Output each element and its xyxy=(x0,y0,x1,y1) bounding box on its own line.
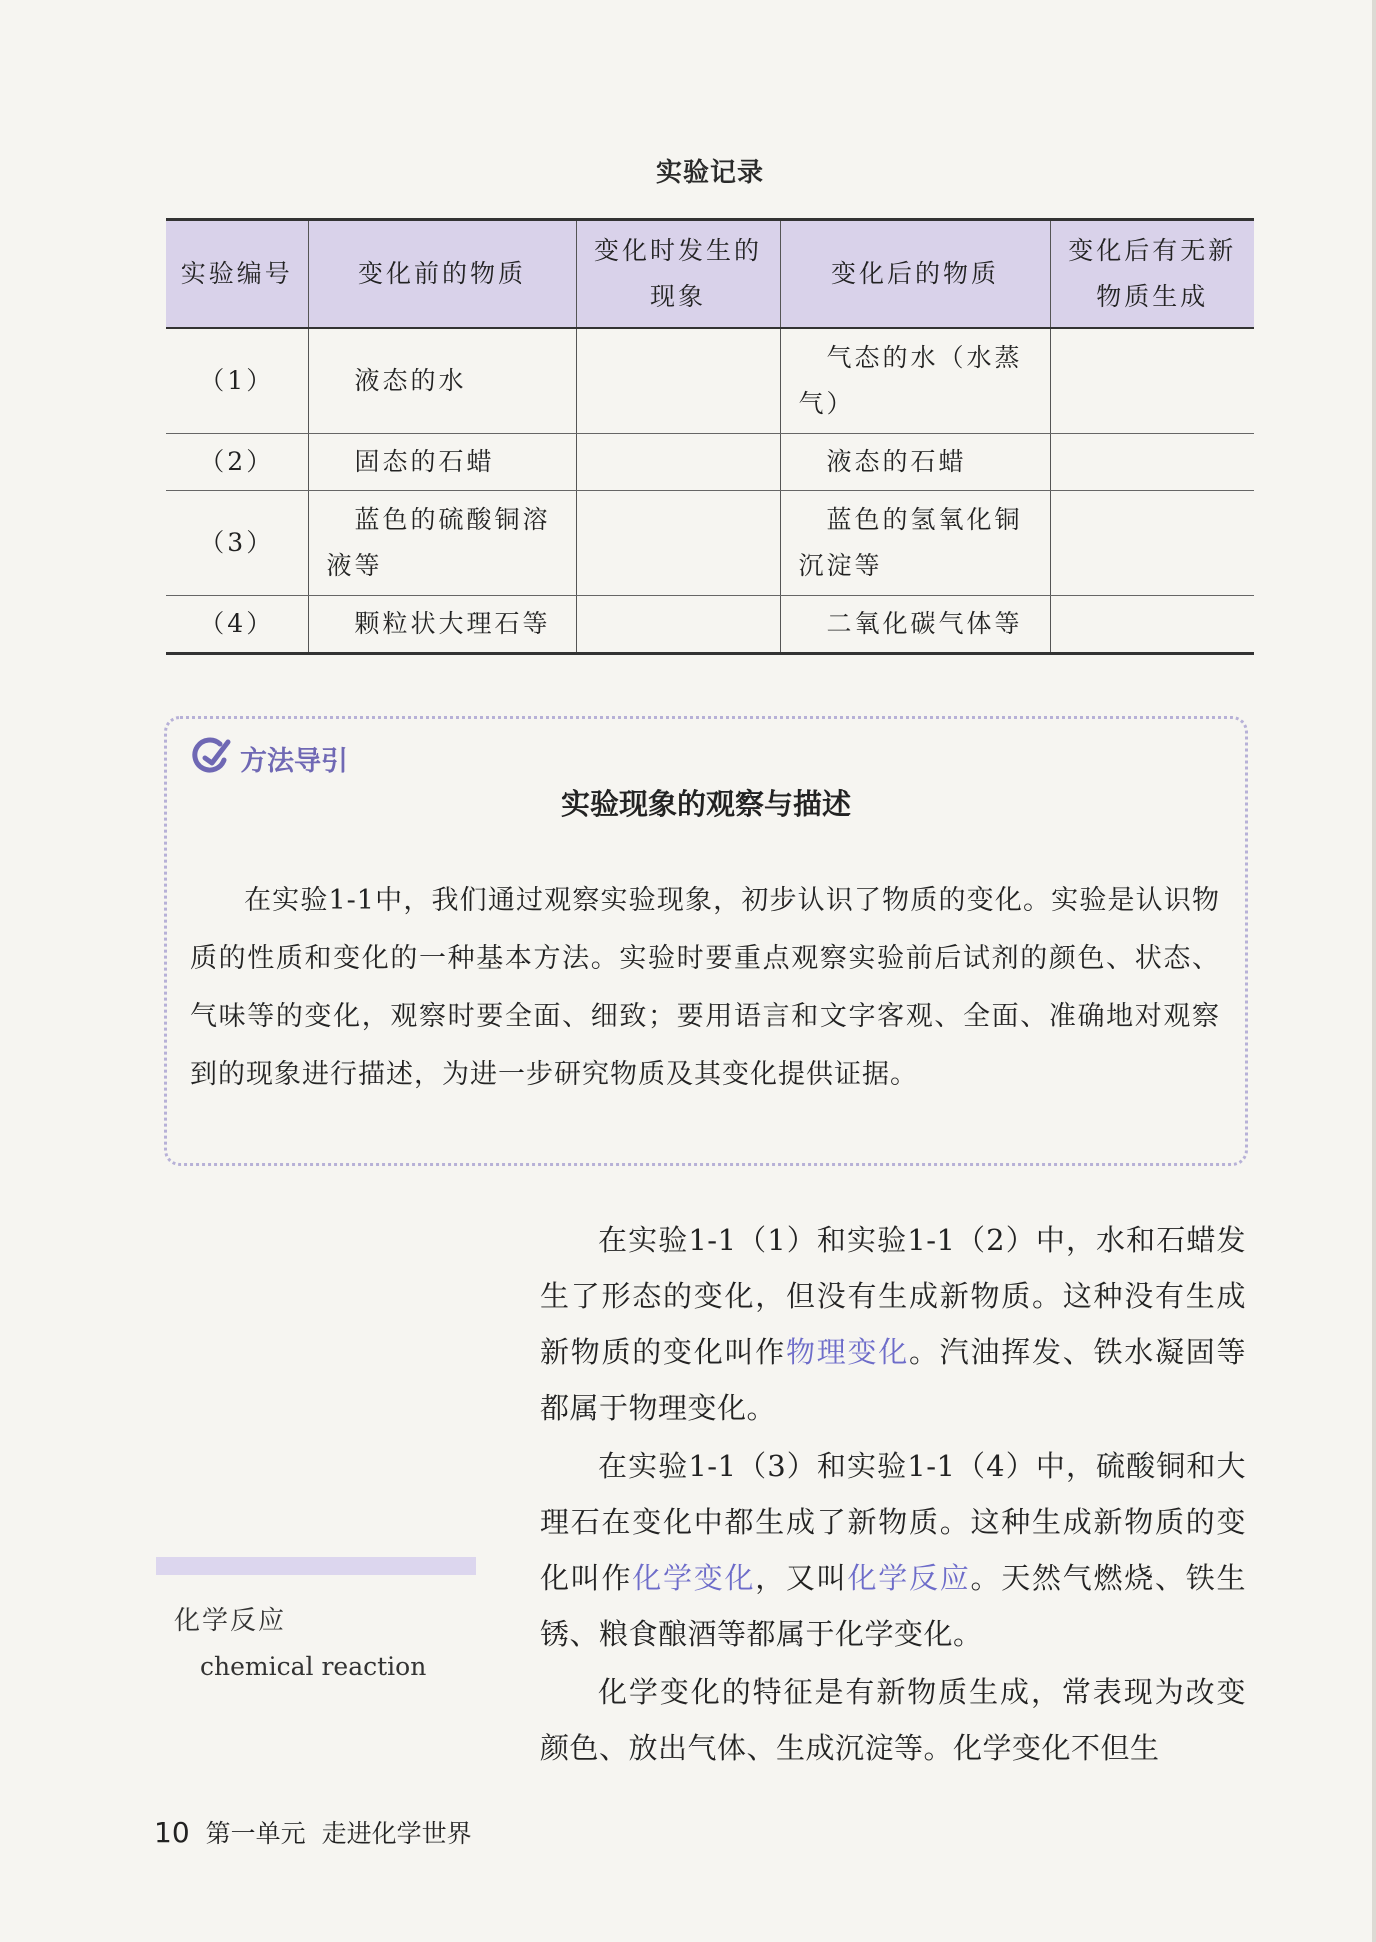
cell-phenomenon xyxy=(576,434,780,491)
cell-after-text: 蓝色的氢氧化铜沉淀等 xyxy=(798,505,1023,580)
method-paragraph: 在实验1-1中，我们通过观察实验现象，初步认识了物质的变化。实验是认识物质的性质和变化的一种基本方法。实验时要重点观察实验前后试剂的颜色、状态、气味等的变化，观察时要全面、细致；要用语言和文字客观、全面、准确地对观察到的现象进行描述，为进一步研究物质及其变化提供证据。 xyxy=(190,885,1220,1090)
unit-title: 走进化学世界 xyxy=(321,1819,472,1848)
header-experiment-no: 实验编号 xyxy=(166,220,308,329)
cell-new-substance xyxy=(1050,491,1254,596)
cell-no: （1） xyxy=(166,328,308,434)
cell-before-text: 液态的水 xyxy=(354,366,467,395)
paragraph-chemical-change xyxy=(540,1438,1246,1662)
sidenote-bar xyxy=(156,1557,476,1575)
header-before: 变化前的物质 xyxy=(308,220,576,329)
page-edge xyxy=(1372,0,1376,1942)
text: 。汽油挥发、铁水凝固等都属于物理变化。 xyxy=(540,1335,1246,1425)
cell-before-text: 颗粒状大理石等 xyxy=(354,609,551,638)
cell-new-substance xyxy=(1050,434,1254,491)
header-phenomenon: 变化时发生的现象 xyxy=(576,220,780,329)
text: 。天然气燃烧、铁生锈、粮食酿酒等都属于化学变化。 xyxy=(540,1561,1246,1651)
term-chemical-reaction: 化学反应 xyxy=(847,1561,971,1595)
cell-no: （2） xyxy=(166,434,308,491)
text: 在实验1-1（3）和实验1-1（4）中，硫酸铜和大理石在变化中都生成了新物质。这种生成新物质的变化叫作 xyxy=(540,1449,1246,1595)
cell-phenomenon xyxy=(576,328,780,434)
cell-after-text: 二氧化碳气体等 xyxy=(826,609,1023,638)
cell-new-substance xyxy=(1050,328,1254,434)
cell-before xyxy=(308,596,576,654)
cell-no: （4） xyxy=(166,596,308,654)
cell-after xyxy=(780,491,1050,596)
main-text xyxy=(540,1212,1246,1778)
method-body xyxy=(190,872,1220,1104)
table-header-row xyxy=(166,220,1254,329)
table-row xyxy=(166,491,1254,596)
term-chemical-change: 化学变化 xyxy=(632,1561,756,1595)
cell-before xyxy=(308,434,576,491)
page-footer xyxy=(154,1814,472,1850)
sidenote-term-cn: 化学反应 xyxy=(174,1606,287,1636)
cell-after xyxy=(780,596,1050,654)
method-tag xyxy=(190,736,348,780)
cell-after-text: 气态的水（水蒸气） xyxy=(798,343,1023,418)
record-table xyxy=(166,218,1254,655)
table-row xyxy=(166,328,1254,434)
text: ，又叫 xyxy=(755,1561,848,1595)
table-row xyxy=(166,434,1254,491)
method-guide-icon xyxy=(190,736,234,780)
table-row xyxy=(166,596,1254,654)
cell-phenomenon xyxy=(576,491,780,596)
text: 在实验1-1（1）和实验1-1（2）中，水和石蜡发生了形态的变化，但没有生成新物质。这种没有生成新物质的变化叫作 xyxy=(540,1223,1246,1369)
unit-label: 第一单元 xyxy=(205,1819,306,1848)
header-after: 变化后的物质 xyxy=(780,220,1050,329)
cell-before xyxy=(308,328,576,434)
cell-after-text: 液态的石蜡 xyxy=(826,447,967,476)
cell-after xyxy=(780,434,1050,491)
cell-before-text: 固态的石蜡 xyxy=(354,447,495,476)
sidenote-term-en: chemical reaction xyxy=(200,1652,427,1681)
cell-phenomenon xyxy=(576,596,780,654)
page-number: 10 xyxy=(154,1816,190,1849)
term-physical-change: 物理变化 xyxy=(785,1335,909,1369)
cell-new-substance xyxy=(1050,596,1254,654)
paragraph-chemical-features: 化学变化的特征是有新物质生成，常表现为改变颜色、放出气体、生成沉淀等。化学变化不但生 xyxy=(540,1675,1246,1765)
method-title: 实验现象的观察与描述 xyxy=(560,787,851,821)
paragraph-physical-change xyxy=(540,1212,1246,1436)
header-new-substance: 变化后有无新物质生成 xyxy=(1050,220,1254,329)
cell-after xyxy=(780,328,1050,434)
cell-before xyxy=(308,491,576,596)
cell-before-text: 蓝色的硫酸铜溶液等 xyxy=(326,505,551,580)
record-title: 实验记录 xyxy=(655,158,764,188)
cell-no: （3） xyxy=(166,491,308,596)
method-tag-label: 方法导引 xyxy=(240,745,348,777)
